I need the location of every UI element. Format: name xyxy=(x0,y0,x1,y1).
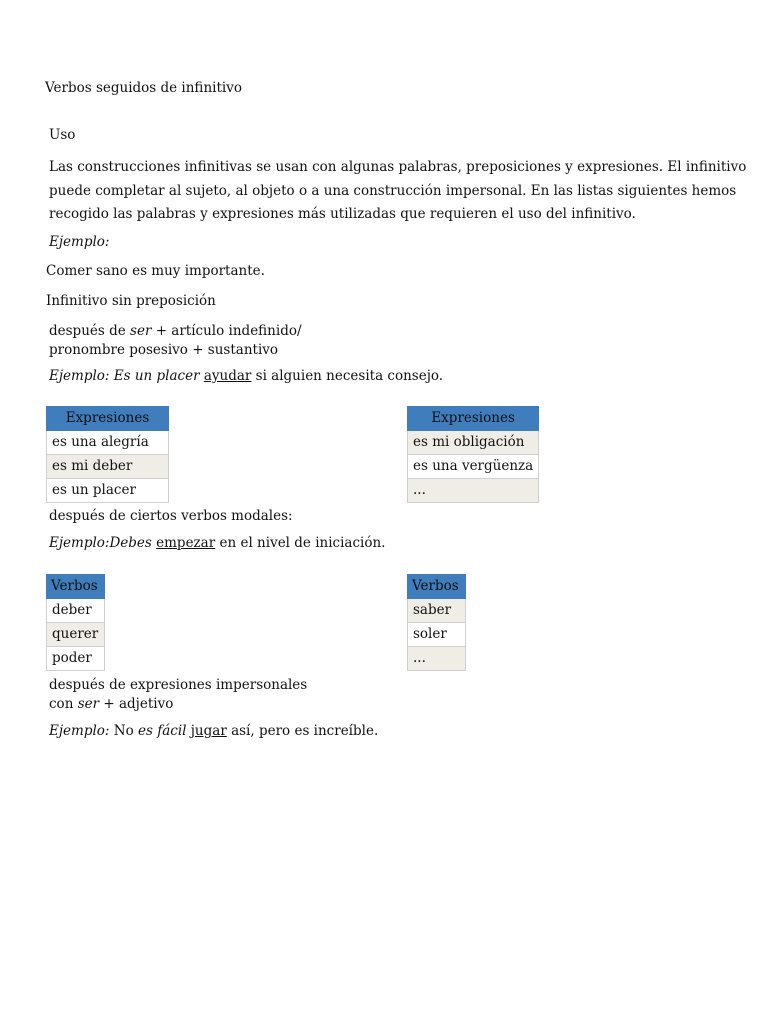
table-cell: ... xyxy=(408,479,539,503)
table-cell: ... xyxy=(408,647,466,671)
table-verbos-right xyxy=(407,574,466,671)
table-header: Verbos xyxy=(408,575,466,599)
rule-1 xyxy=(49,322,302,360)
table-cell: deber xyxy=(47,599,105,623)
table-expresiones-left xyxy=(46,406,169,503)
table-cell: es un placer xyxy=(47,479,169,503)
rule-1-example: Ejemplo: Es un placer ayudar si alguien necesita consejo. xyxy=(49,368,444,384)
rule-3-line-1: después de expresiones impersonales xyxy=(49,677,308,693)
rule-3-example: Ejemplo: No es fácil jugar así, pero es increíble. xyxy=(49,723,379,739)
table-header: Expresiones xyxy=(408,407,539,431)
rule-1-line-2: pronombre posesivo + sustantivo xyxy=(49,342,279,358)
table-expresiones-right xyxy=(407,406,539,503)
uso-heading: Uso xyxy=(49,127,76,143)
rule-3-line-2: con ser + adjetivo xyxy=(49,696,174,712)
table-cell: poder xyxy=(47,647,105,671)
intro-line-2: puede completar al sujeto, al objeto o a una construcción impersonal. En las listas siguientes hemos xyxy=(49,182,737,199)
rule-2: después de ciertos verbos modales: xyxy=(49,508,293,524)
doc-title: Verbos seguidos de infinitivo xyxy=(45,80,242,96)
table-cell: soler xyxy=(408,623,466,647)
table-cell: es mi obligación xyxy=(408,431,539,455)
intro-line-1: Las construcciones infinitivas se usan con algunas palabras, preposiciones y expresiones. El infinitivo xyxy=(49,159,747,175)
intro-line-3: recogido las palabras y expresiones más utilizadas que requieren el uso del infinitivo. xyxy=(49,206,636,222)
ejemplo-label: Ejemplo: xyxy=(49,234,110,250)
table-cell: saber xyxy=(408,599,466,623)
table-header: Expresiones xyxy=(47,407,169,431)
ejemplo-sentence: Comer sano es muy importante. xyxy=(46,263,265,279)
table-header: Verbos xyxy=(47,575,105,599)
section-heading: Infinitivo sin preposición xyxy=(46,293,216,309)
table-cell: querer xyxy=(47,623,105,647)
rule-1-line-1: después de ser + artículo indefinido/ xyxy=(49,323,302,339)
intro-paragraph xyxy=(49,156,746,227)
rule-2-example: Ejemplo:Debes empezar en el nivel de iniciación. xyxy=(49,535,386,551)
table-verbos-left xyxy=(46,574,105,671)
table-cell: es una vergüenza xyxy=(408,455,539,479)
table-cell: es una alegría xyxy=(47,431,169,455)
table-cell: es mi deber xyxy=(47,455,169,479)
rule-3 xyxy=(49,676,307,714)
